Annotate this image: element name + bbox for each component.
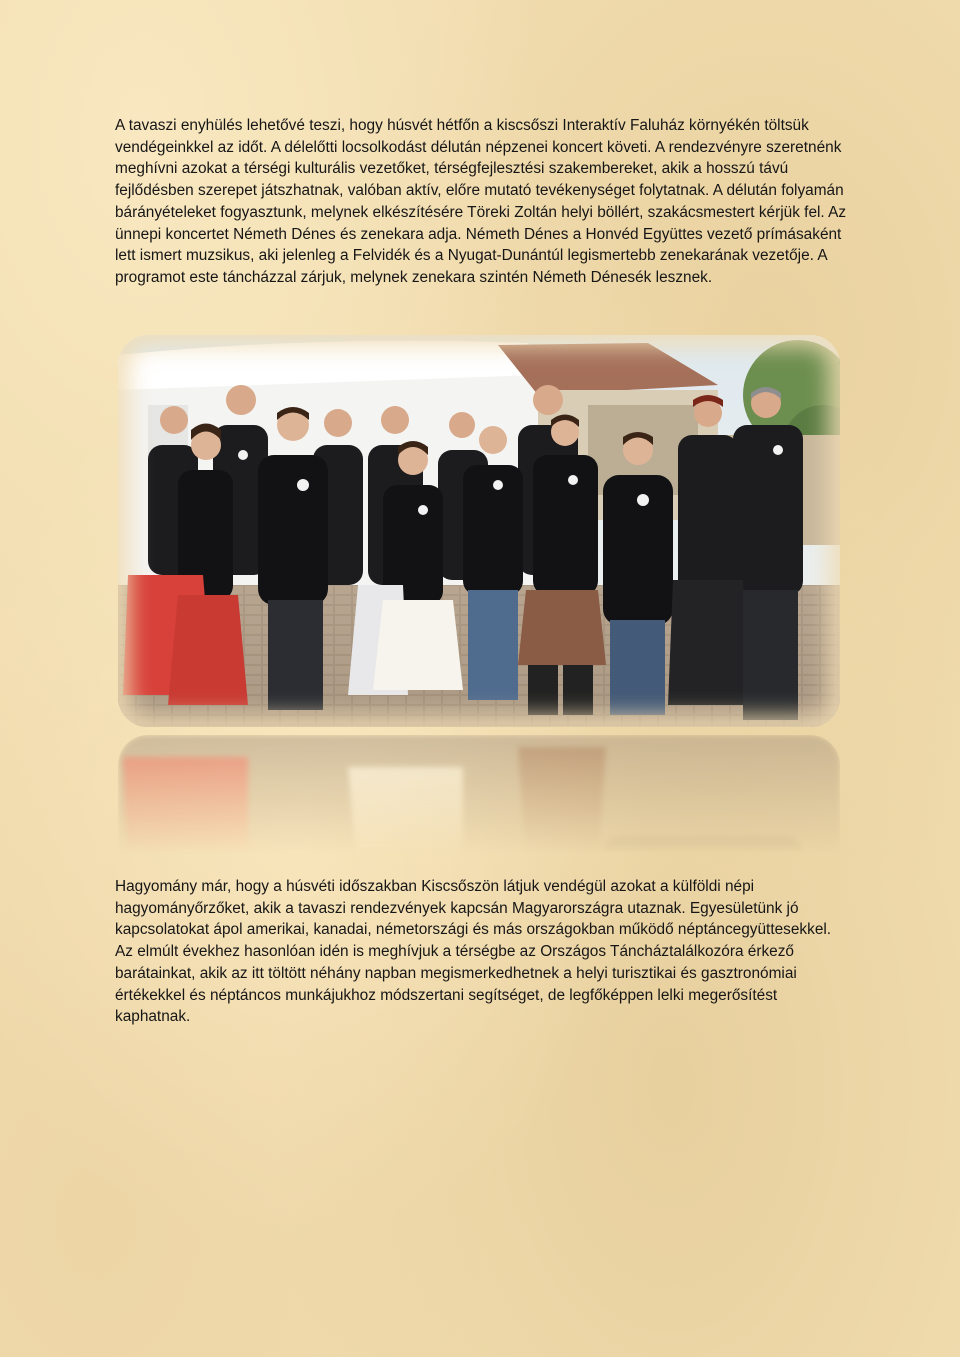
intro-paragraph: A tavaszi enyhülés lehetővé teszi, hogy húsvét hétfőn a kiscsőszi Interaktív Faluház környékén töltsük vendégeinkkel az időt. A délelőtti locsolkodást délután népzenei koncert követi. A rendezvényre szeretnénk meghívni azokat a térségi kulturális vezetőket, térségfejlesztési szakembereket, akik a hosszú távú fejlődésben szerepet játszhatnak, valóban aktív, előre mutató tevékenységet folytatnak. A délután folyamán bárányételeket fogyasztunk, melynek elkészítésére Töreki Zoltán helyi böllért, szakácsmestert kérjük fel. Az ünnepi koncertet Németh Dénes és zenekara adja. Németh Dénes a Honvéd Együttes vezető prímásaként lett ismert muzsikus, aki jelenleg a Felvidék és a Nyugat-Dunántúl legismertebb zenekarának vezetője. A programot este táncházzal zárjuk, melynek zenekara szintén Németh Dénesék lesznek. bbox=[115, 117, 847, 286]
group-photo-illustration bbox=[118, 335, 840, 727]
photo-reflection bbox=[118, 735, 840, 855]
group-photo bbox=[118, 335, 840, 727]
second-paragraph: Hagyomány már, hogy a húsvéti időszakban Kiscsőszön látjuk vendégül azokat a külföldi népi hagyományőrzőket, akik a tavaszi rendezvények kapcsán Magyarországra utaznak. Egyesületünk jó kapcsolatokat ápol amerikai, kanadai, németországi és más országokban működő néptáncegyüttesekkel. Az elmúlt évekhez hasonlóan idén is meghívjuk a térségbe az Országos Táncháztalálkozóra érkező barátainkat, akik az itt töltött néhány napban megismerkedhetnek a helyi turisztikai és gasztronómiai értékekkel és néptáncos munkájukhoz módszertani segítséget, de legfőképpen lelki megerősítést kaphatnak. bbox=[115, 878, 832, 1026]
